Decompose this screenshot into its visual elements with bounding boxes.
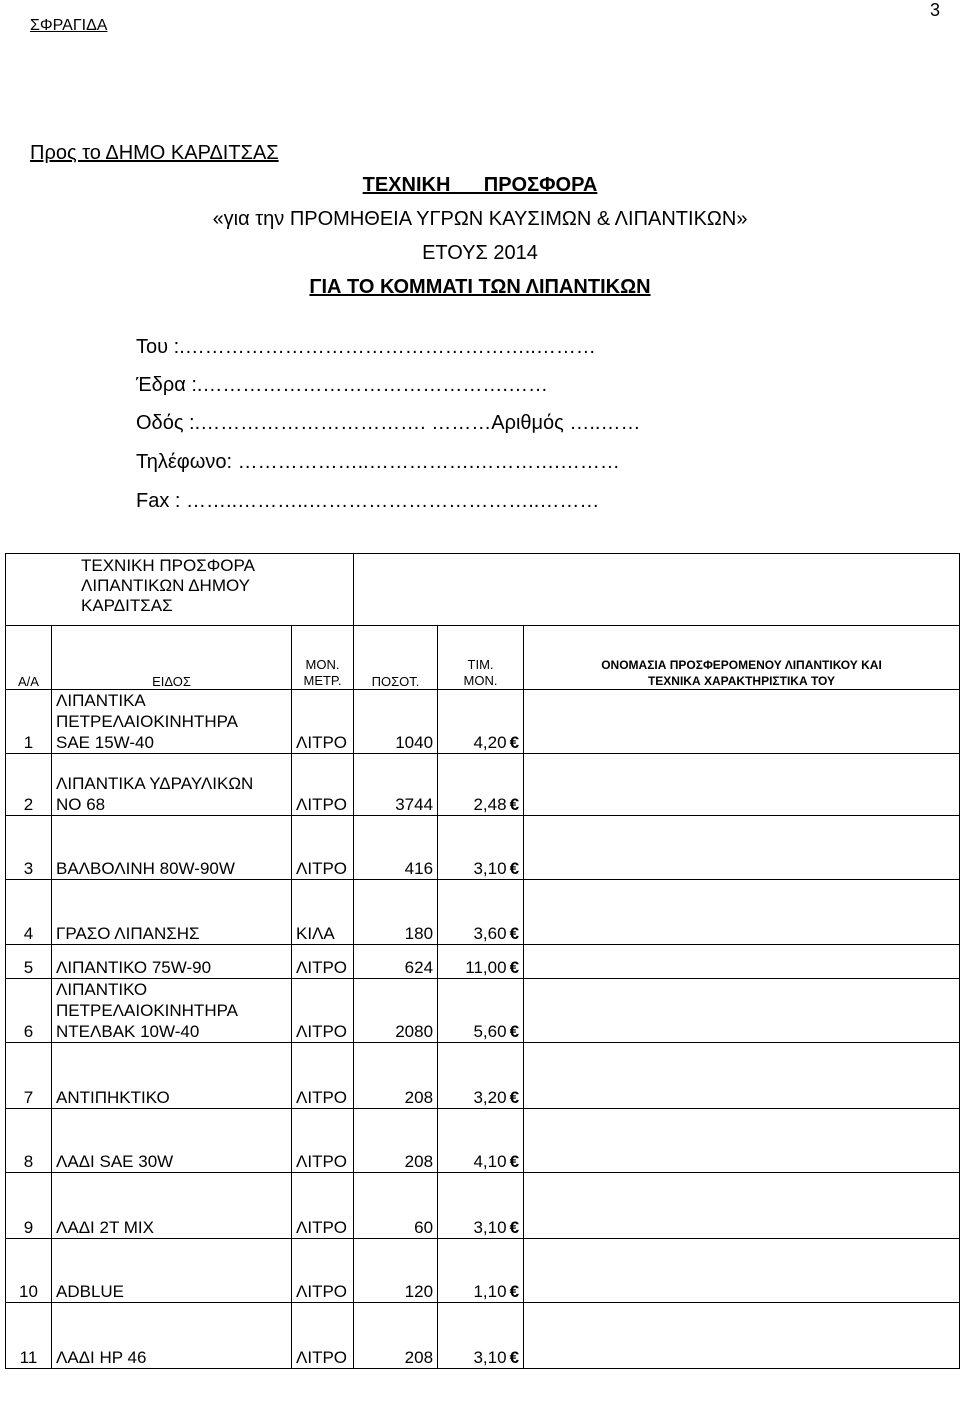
cell-item-line: ΛΙΠΑΝΤΙΚΟ 75W-90	[56, 958, 212, 977]
cell-unit: ΛΙΤΡΟ	[292, 1173, 354, 1239]
cell-name	[524, 1109, 960, 1173]
table-row	[6, 1043, 960, 1109]
cell-aa: 2	[6, 754, 52, 816]
cell-name	[524, 1239, 960, 1303]
cell-qty: 1040	[354, 690, 438, 754]
cell-item	[52, 754, 292, 816]
cell-qty: 60	[354, 1173, 438, 1239]
cell-name	[524, 945, 960, 979]
cell-aa: 5	[6, 945, 52, 979]
cell-name	[524, 690, 960, 754]
cell-qty: 416	[354, 816, 438, 880]
header-unit	[292, 626, 354, 690]
cell-price	[438, 754, 524, 816]
table-title	[6, 554, 354, 626]
table-title-line: ΛΙΠΑΝΤΙΚΩΝ ΔΗΜΟΥ	[81, 576, 250, 595]
cell-qty: 3744	[354, 754, 438, 816]
header-name-line: ΟΝΟΜΑΣΙΑ ΠΡΟΣΦΕΡΟΜΕΝΟΥ ΛΙΠΑΝΤΙΚΟΥ ΚΑΙ	[601, 658, 882, 672]
euro-icon: €	[509, 1152, 520, 1171]
cell-item-line: SAE 15W-40	[56, 733, 154, 752]
header-qty: ΠΟΣΟΤ.	[354, 626, 438, 690]
cell-unit: ΛΙΤΡΟ	[292, 754, 354, 816]
table-row	[6, 1303, 960, 1369]
cell-item	[52, 1303, 292, 1369]
header-name-line: ΤΕΧΝΙΚΑ ΧΑΡΑΚΤΗΡΙΣΤΙΚΑ ΤΟΥ	[647, 674, 836, 688]
euro-icon: €	[509, 1218, 520, 1237]
cell-item-line: ΛΙΠΑΝΤΙΚΟ	[56, 980, 148, 999]
cell-price	[438, 945, 524, 979]
cell-unit: ΛΙΤΡΟ	[292, 690, 354, 754]
cell-qty: 208	[354, 1043, 438, 1109]
cell-price-value: 2,48	[473, 795, 507, 814]
cell-price	[438, 1043, 524, 1109]
euro-icon: €	[509, 1348, 520, 1367]
cell-item-line: ΑΝΤΙΠΗΚΤΙΚΟ	[56, 1088, 170, 1107]
cell-item-line: ΓΡΑΣΟ ΛΙΠΑΝΣΗΣ	[56, 924, 200, 943]
cell-unit: ΛΙΤΡΟ	[292, 816, 354, 880]
cell-item	[52, 979, 292, 1043]
cell-qty: 624	[354, 945, 438, 979]
page-number: 3	[930, 0, 941, 20]
table-row	[6, 945, 960, 979]
euro-icon: €	[509, 1022, 520, 1041]
cell-price-value: 1,10	[473, 1282, 507, 1301]
cell-price-value: 4,10	[473, 1152, 507, 1171]
seat-field: Έδρα :.……………………………………….……	[136, 374, 548, 396]
cell-qty: 180	[354, 880, 438, 945]
doc-title: ΤΕΧΝΙΚΗ ΠΡΟΣΦΟΡΑ	[362, 174, 598, 196]
cell-name	[524, 816, 960, 880]
cell-name	[524, 1173, 960, 1239]
cell-name	[524, 754, 960, 816]
offer-table	[5, 553, 960, 1369]
cell-name	[524, 1043, 960, 1109]
table-row	[6, 754, 960, 816]
cell-unit: ΛΙΤΡΟ	[292, 1043, 354, 1109]
cell-unit: ΛΙΤΡΟ	[292, 1239, 354, 1303]
euro-icon: €	[509, 958, 520, 977]
seal-label: ΣΦΡΑΓΙΔΑ	[30, 17, 108, 34]
cell-item	[52, 816, 292, 880]
header-price-line: ΤΙΜ.	[467, 657, 494, 672]
cell-price-value: 3,10	[473, 1348, 507, 1367]
table-row	[6, 880, 960, 945]
cell-price-value: 11,00	[465, 958, 507, 977]
table-title-line: ΚΑΡΔΙΤΣΑΣ	[81, 596, 173, 615]
cell-qty: 2080	[354, 979, 438, 1043]
cell-price	[438, 1109, 524, 1173]
table-title-line: ΤΕΧΝΙΚΗ ΠΡΟΣΦΟΡΑ	[81, 556, 255, 575]
table-row	[6, 816, 960, 880]
header-aa: Α/Α	[6, 626, 52, 690]
cell-item-line: ΛΙΠΑΝΤΙΚΑ	[56, 691, 146, 710]
cell-price	[438, 690, 524, 754]
header-price	[438, 626, 524, 690]
euro-icon: €	[509, 924, 520, 943]
from-field: Του :.……………………………………………..………	[136, 336, 596, 358]
cell-unit: ΛΙΤΡΟ	[292, 1109, 354, 1173]
cell-item-line: ΠΕΤΡΕΛΑΙΟΚΙΝΗΤΗΡΑ	[56, 1001, 239, 1020]
cell-price	[438, 1239, 524, 1303]
table-row	[6, 1239, 960, 1303]
addressee: Προς το ΔΗΜΟ ΚΑΡΔΙΤΣΑΣ	[30, 142, 279, 164]
cell-price-value: 4,20	[473, 733, 507, 752]
table-body	[6, 690, 960, 1369]
cell-item	[52, 1043, 292, 1109]
cell-aa: 11	[6, 1303, 52, 1369]
cell-item-line: ΝΟ 68	[56, 795, 106, 814]
euro-icon: €	[509, 859, 520, 878]
header-item: ΕΙΔΟΣ	[52, 626, 292, 690]
table-title-row	[6, 554, 960, 626]
header-row	[6, 626, 960, 690]
cell-item-line: ΛΑΔΙ 2Τ ΜΙΧ	[56, 1218, 154, 1237]
cell-item	[52, 880, 292, 945]
cell-price-value: 3,10	[473, 859, 507, 878]
cell-aa: 7	[6, 1043, 52, 1109]
header-unit-line: ΜΟΝ.	[305, 657, 340, 672]
phone-field: Τηλέφωνο: ………………..…………….………….………	[136, 451, 620, 473]
year-line: ΕΤΟΥΣ 2014	[422, 242, 538, 264]
cell-item	[52, 690, 292, 754]
cell-item-line: ΝΤΕΛΒΑΚ 10W-40	[56, 1022, 200, 1041]
cell-item-line: ADBLUE	[56, 1282, 125, 1301]
cell-item-line: ΠΕΤΡΕΛΑΙΟΚΙΝΗΤΗΡΑ	[56, 712, 239, 731]
cell-price	[438, 1303, 524, 1369]
cell-unit: ΛΙΤΡΟ	[292, 945, 354, 979]
cell-price-value: 3,60	[473, 924, 507, 943]
cell-item	[52, 1239, 292, 1303]
euro-icon: €	[509, 733, 520, 752]
fax-field: Fax : ……..………..……………………………..………	[136, 490, 600, 512]
cell-qty: 208	[354, 1109, 438, 1173]
cell-price	[438, 816, 524, 880]
cell-aa: 6	[6, 979, 52, 1043]
cell-price	[438, 880, 524, 945]
cell-item	[52, 1173, 292, 1239]
cell-name	[524, 1303, 960, 1369]
cell-aa: 9	[6, 1173, 52, 1239]
section-line: ΓΙΑ ΤΟ ΚΟΜΜΑΤΙ ΤΩΝ ΛΙΠΑΝΤΙΚΩΝ	[309, 276, 651, 298]
header-price-line: ΜΟΝ.	[463, 673, 498, 688]
cell-unit: ΛΙΤΡΟ	[292, 979, 354, 1043]
header-name	[524, 626, 960, 690]
cell-unit: ΚΙΛΑ	[292, 880, 354, 945]
cell-aa: 4	[6, 880, 52, 945]
table-row	[6, 1173, 960, 1239]
cell-price	[438, 979, 524, 1043]
header-unit-line: ΜΕΤΡ.	[303, 673, 342, 688]
cell-aa: 8	[6, 1109, 52, 1173]
cell-unit: ΛΙΤΡΟ	[292, 1303, 354, 1369]
cell-name	[524, 880, 960, 945]
cell-aa: 1	[6, 690, 52, 754]
cell-item-line: ΛΑΔΙ SAE 30W	[56, 1152, 174, 1171]
euro-icon: €	[509, 1282, 520, 1301]
table-row	[6, 690, 960, 754]
cell-price-value: 3,20	[473, 1088, 507, 1107]
cell-qty: 208	[354, 1303, 438, 1369]
cell-qty: 120	[354, 1239, 438, 1303]
cell-item	[52, 1109, 292, 1173]
cell-aa: 3	[6, 816, 52, 880]
street-field: Οδός :.……………………………. ………Αριθμός …..……	[136, 412, 641, 434]
cell-price	[438, 1173, 524, 1239]
cell-item	[52, 945, 292, 979]
cell-price-value: 3,10	[473, 1218, 507, 1237]
cell-price-value: 5,60	[473, 1022, 507, 1041]
cell-item-line: ΒΑΛΒΟΛΙΝΗ 80W-90W	[56, 859, 235, 878]
cell-name	[524, 979, 960, 1043]
cell-item-line: ΛΙΠΑΝΤΙΚΑ ΥΔΡΑΥΛΙΚΩΝ	[56, 774, 254, 793]
table-row	[6, 1109, 960, 1173]
euro-icon: €	[509, 1088, 520, 1107]
doc-subtitle: «για την ΠΡΟΜΗΘΕΙΑ ΥΓΡΩΝ ΚΑΥΣΙΜΩΝ & ΛΙΠΑΝΤΙΚΩΝ»	[212, 208, 748, 230]
table-title-blank	[354, 554, 960, 626]
table-row	[6, 979, 960, 1043]
cell-item-line: ΛΑΔΙ HP 46	[56, 1348, 147, 1367]
euro-icon: €	[509, 795, 520, 814]
cell-aa: 10	[6, 1239, 52, 1303]
